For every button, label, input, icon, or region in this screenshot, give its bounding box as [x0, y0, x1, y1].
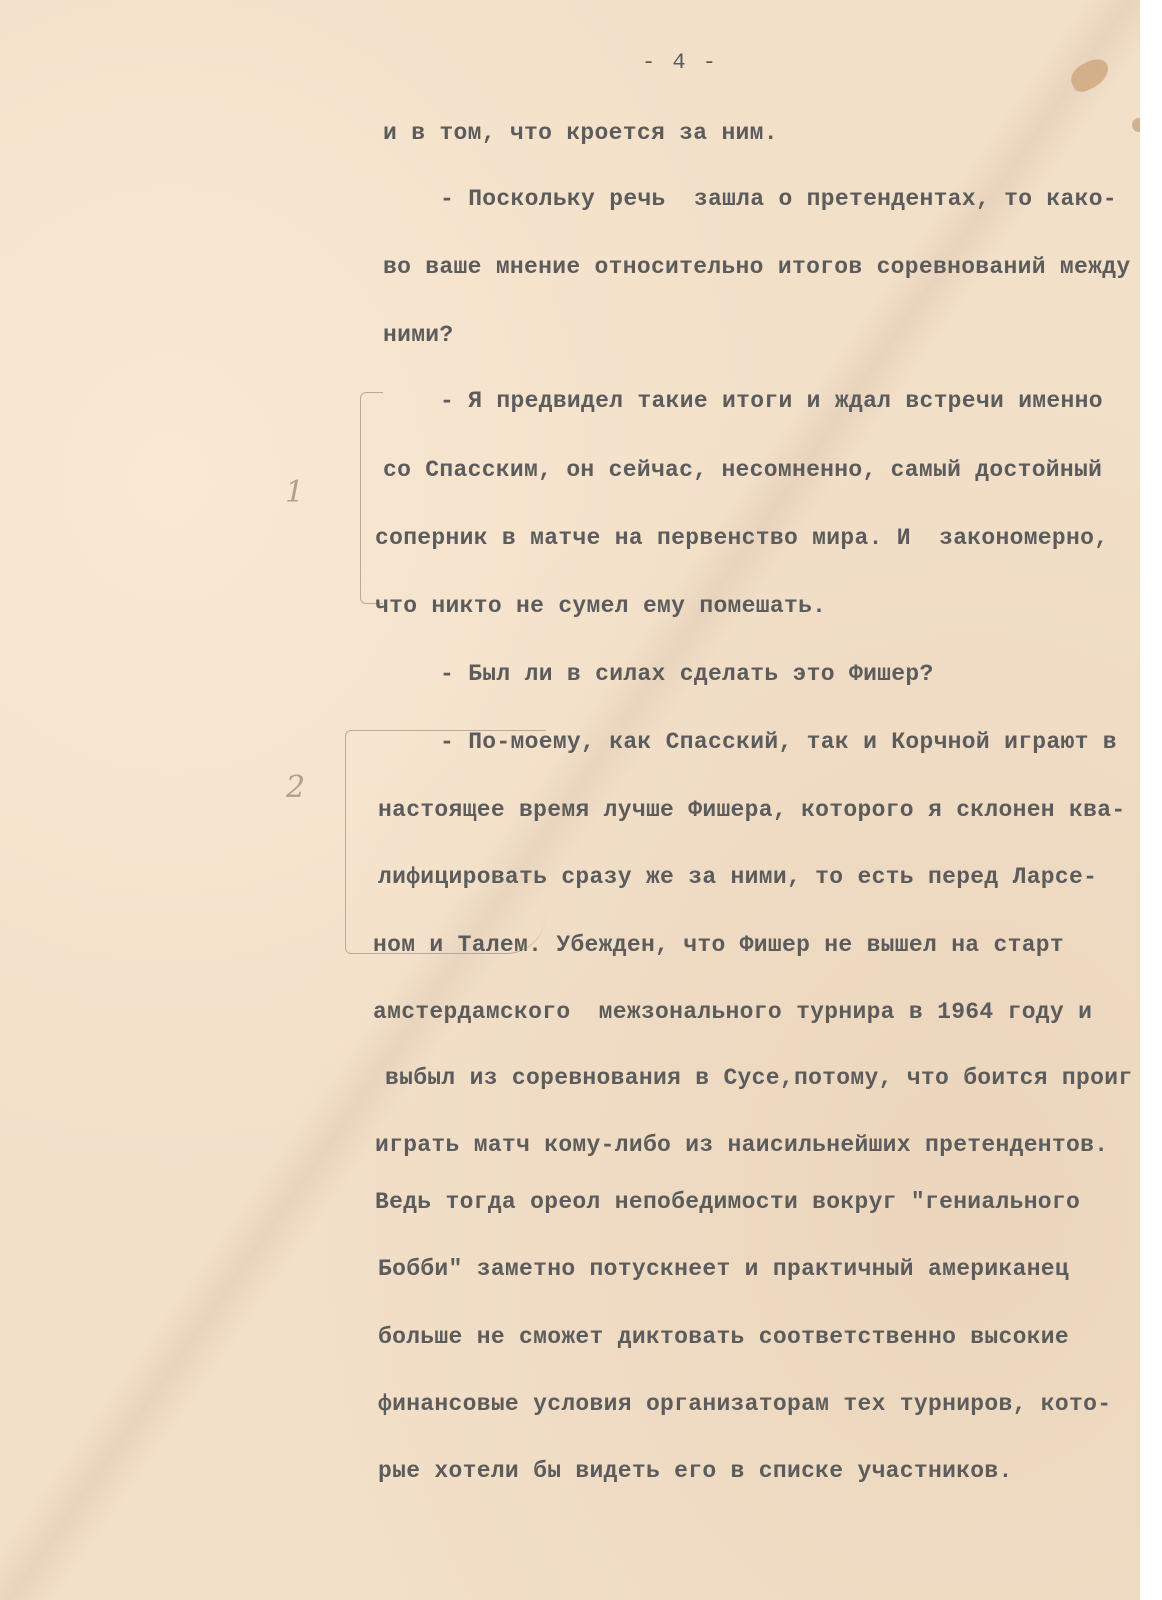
- text-line: амстердамского межзонального турнира в 1964 году и: [373, 999, 1093, 1025]
- text-line: что никто не сумел ему помешать.: [375, 593, 827, 619]
- margin-bracket-1: [360, 392, 383, 604]
- text-line: - Поскольку речь зашла о претендентах, то како-: [440, 186, 1117, 212]
- text-line: во ваше мнение относительно итогов соревнований между: [383, 254, 1131, 280]
- text-line: Ведь тогда ореол непобедимости вокруг "гениального: [375, 1189, 1081, 1215]
- text-line: играть матч кому-либо из наисильнейших претендентов.: [375, 1132, 1109, 1158]
- text-line: - По-моему, как Спасский, так и Корчной играют в: [440, 729, 1117, 755]
- text-line: ними?: [383, 322, 454, 348]
- margin-bracket-2: [345, 730, 546, 954]
- text-line: ном и Талем. Убежден, что Фишер не вышел на старт: [373, 932, 1065, 958]
- page-number: - 4 -: [641, 50, 718, 75]
- text-line: больше не сможет диктовать соответственно высокие: [378, 1324, 1070, 1350]
- text-line: настоящее время лучше Фишера, которого я склонен ква-: [378, 797, 1126, 823]
- text-line: - Я предвидел такие итоги и ждал встречи именно: [440, 388, 1103, 414]
- text-line: финансовые условия организаторам тех турниров, кото-: [378, 1391, 1112, 1417]
- text-line: соперник в матче на первенство мира. И закономерно,: [375, 525, 1109, 551]
- text-line: рые хотели бы видеть его в списке участников.: [378, 1458, 1013, 1484]
- text-line: лифицировать сразу же за ними, то есть перед Ларсе-: [378, 864, 1098, 890]
- text-line: - Был ли в силах сделать это Фишер?: [440, 661, 934, 687]
- text-line: со Спасским, он сейчас, несомненно, самый достойный: [383, 457, 1103, 483]
- margin-note-1: 1: [285, 475, 305, 510]
- margin-note-2: 2: [286, 770, 306, 805]
- text-line: Бобби" заметно потускнеет и практичный американец: [378, 1256, 1070, 1282]
- text-line: выбыл из соревнования в Сусе,потому, что боится проиг: [385, 1065, 1133, 1091]
- paper-stain: [1132, 118, 1140, 132]
- text-line: и в том, что кроется за ним.: [383, 120, 778, 146]
- paper-stain: [1066, 55, 1113, 95]
